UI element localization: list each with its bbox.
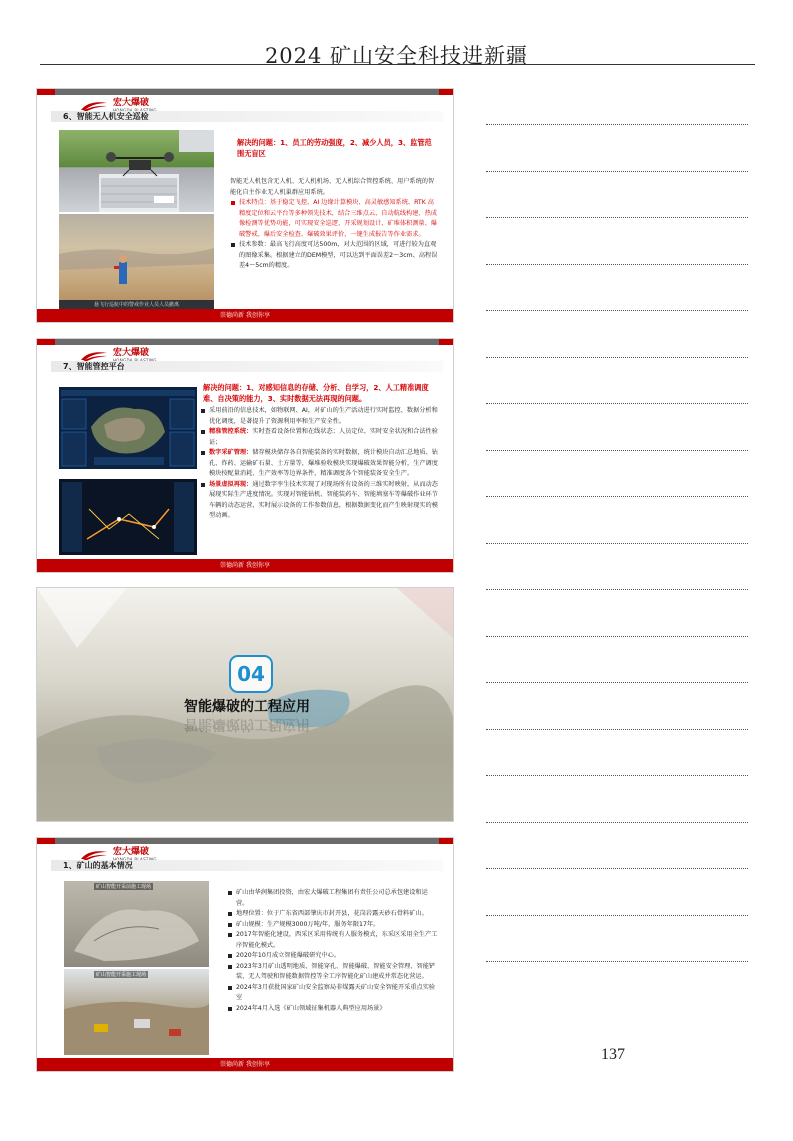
slide-footer: 崇德尚新 我创你享	[37, 309, 453, 322]
notes-column	[486, 124, 748, 1008]
section-title: 7、智能管控平台	[51, 361, 443, 372]
bullet-tech-features: 技术特点：基于稳定飞控、AI 边缘计算模块、高灵敏感知系统、RTK 高精度定位和云平台等多种领先技术，结合三维点云、自动航线构建、热成像检测等优势功能，可实现安全巡逻、开采规划设计、矿堆体积测量、爆破警戒、爆后安全检查、爆破效果评价、一键生成报告等作业需求。	[230, 198, 438, 240]
slide-top-bar	[37, 339, 453, 345]
note-line	[486, 543, 748, 544]
section-number: 04	[229, 655, 273, 693]
note-line	[486, 124, 748, 125]
problem-statement: 解决的问题：1、对感知信息的存储、分析、自学习，2、人工精准调度难、自决策的能力，3、实时数据无法再现的问题。	[203, 383, 429, 403]
quarry-illustration	[64, 881, 209, 967]
dashboard-illustration	[59, 387, 197, 469]
bullet-label: 场景虚拟再现：	[209, 480, 253, 488]
section-title: 1、矿山的基本情况	[51, 860, 443, 871]
bullet-scale: 矿山规模：生产规模3000万吨/年，服务年限17年。	[227, 920, 439, 931]
slide-top-bar	[37, 89, 453, 95]
note-line	[486, 915, 748, 916]
slide-body	[227, 888, 439, 1014]
note-line	[486, 729, 748, 730]
slide-top-bar	[37, 838, 453, 844]
section-title: 6、智能无人机安全巡检	[51, 111, 443, 122]
page-number: 137	[601, 1046, 625, 1063]
slide-mine-overview	[37, 838, 453, 1071]
bullet-info-tech	[200, 406, 440, 427]
note-line	[486, 357, 748, 358]
dashboard-screenshot-1	[59, 387, 197, 469]
mine-after-photo	[64, 969, 209, 1055]
bullet-2024-lab: 2024年3月获批国家矿山安全监察局非煤露天矿山安全智能开采重点实验室	[227, 983, 439, 1004]
bullet-scene-replay	[200, 480, 440, 522]
bullet-label: 数字采矿管理：	[209, 449, 253, 456]
digital-twin-illustration	[59, 479, 197, 555]
note-line	[486, 496, 748, 497]
section-cover-title: 智能爆破的工程应用	[184, 699, 310, 715]
slide-footer: 崇德尚新 我创你享	[37, 559, 453, 572]
bullet-text: 采用前沿的信息技术，如物联网、AI，对矿山的生产活动进行实时监控、数据分析和优化调度，是著提升了资源利用率和生产安全性。	[209, 407, 438, 425]
bullet-tech-params: 技术参数：最高飞行高度可达500m，对大范围的区域，可进行较为直观的图像采集。根据建立的DEM模型，可以达到平面误差2～3cm、高程误差4～5cm的精度。	[230, 240, 438, 272]
photo-caption: 悬飞行巡航中的警戒作业人员人员撤离	[59, 300, 214, 310]
photo-label: 矿山智能开采施工现场	[96, 972, 147, 978]
note-line	[486, 217, 748, 218]
bullet-precision-control	[200, 427, 440, 448]
bullet-text: 储存模块储存各自智能装备的实时数据，统计模块自动汇总地质、钻孔、炸药、运输矿石量、土方量等，爆堆验收模块实现爆破效果智能分析，生产调度模块按配量消耗、生产效率等边界条件，精准调度各个智能装备安全生产。	[209, 449, 438, 477]
drone-illustration	[59, 130, 214, 212]
bullet-label: 精准管控系统：	[209, 428, 253, 435]
problem-statement: 解决的问题：1、员工的劳动强度，2、减少人员，3、监管范围无盲区	[237, 138, 432, 158]
bullet-investment: 矿山由华润集团投资，由宏大爆破工程集团有责任公司总承包建设和运营。	[227, 888, 439, 909]
note-line	[486, 636, 748, 637]
blasting-warning-photo	[59, 214, 214, 310]
bullet-location: 地理位置：位于广东省西部肇庆市封开县，花岗岩露天砂石骨料矿山。	[227, 909, 439, 920]
header-rule	[40, 64, 755, 65]
note-line	[486, 775, 748, 776]
note-line	[486, 961, 748, 962]
bullet-digital-mining	[200, 448, 440, 480]
intro-text: 智能无人机包含无人机、无人机机场、无人机综合管控系统、用户系统的智能化自主作业无人机巢群应用系统。	[230, 178, 435, 196]
logo-name: 宏大爆破	[113, 98, 150, 108]
logo-name: 宏大爆破	[113, 847, 150, 857]
slide-body	[230, 177, 438, 272]
note-line	[486, 682, 748, 683]
note-line	[486, 822, 748, 823]
slide-section-cover	[37, 588, 453, 821]
note-line	[486, 450, 748, 451]
note-line	[486, 403, 748, 404]
mine-before-photo	[64, 881, 209, 967]
quarry-machinery-illustration	[64, 969, 209, 1055]
note-line	[486, 310, 748, 311]
bullet-2020: 2020年10月成立智能爆破研究中心。	[227, 951, 439, 962]
worker-illustration	[59, 214, 214, 300]
bullet-2023: 2023年3月矿山透明地质、智能穿孔、智能爆破、智能安全管理、智能铲装、无人驾驶和智能数据管控等全工序智能化矿山建成并常态化营运。	[227, 962, 439, 983]
note-line	[486, 868, 748, 869]
dashboard-screenshot-2	[59, 479, 197, 555]
section-cover-title-reflection: 智能爆破的工程应用	[184, 716, 310, 732]
bullet-2017: 2017年智能化建设，西采区采用传统有人服务模式，东采区采用全生产工序智能化模式。	[227, 930, 439, 951]
photo-label: 矿山智能开采前施工现场	[96, 884, 152, 890]
drone-photo	[59, 130, 214, 212]
bullet-2024-robot: 2024年4月入选《矿山领域征集机器人典型应用场景》	[227, 1004, 439, 1015]
bullet-text: 实时查看设备位置和在线状态；人员定位、实时安全状况和合法性验证；	[209, 428, 438, 446]
page-header-title: 2024 矿山安全科技进新疆	[264, 44, 529, 68]
slide-control-platform	[37, 339, 453, 572]
slide-footer: 崇德尚新 我创你享	[37, 1058, 453, 1071]
note-line	[486, 171, 748, 172]
note-line	[486, 589, 748, 590]
note-line	[486, 264, 748, 265]
slide-drone-inspection	[37, 89, 453, 322]
logo-name: 宏大爆破	[113, 348, 150, 358]
bullet-text: 通过数字孪生技术实现了对现场所有设备的三维实时映射，从而动态展现实际生产进度情况。实现对智能钻机、智能装药车、智能填塞车等爆破作业环节车辆的动态运营，实时展示设备的工作参数信息，根据数据变化而产生映射现实的模型动画。	[209, 480, 438, 519]
slide-body	[200, 406, 440, 522]
